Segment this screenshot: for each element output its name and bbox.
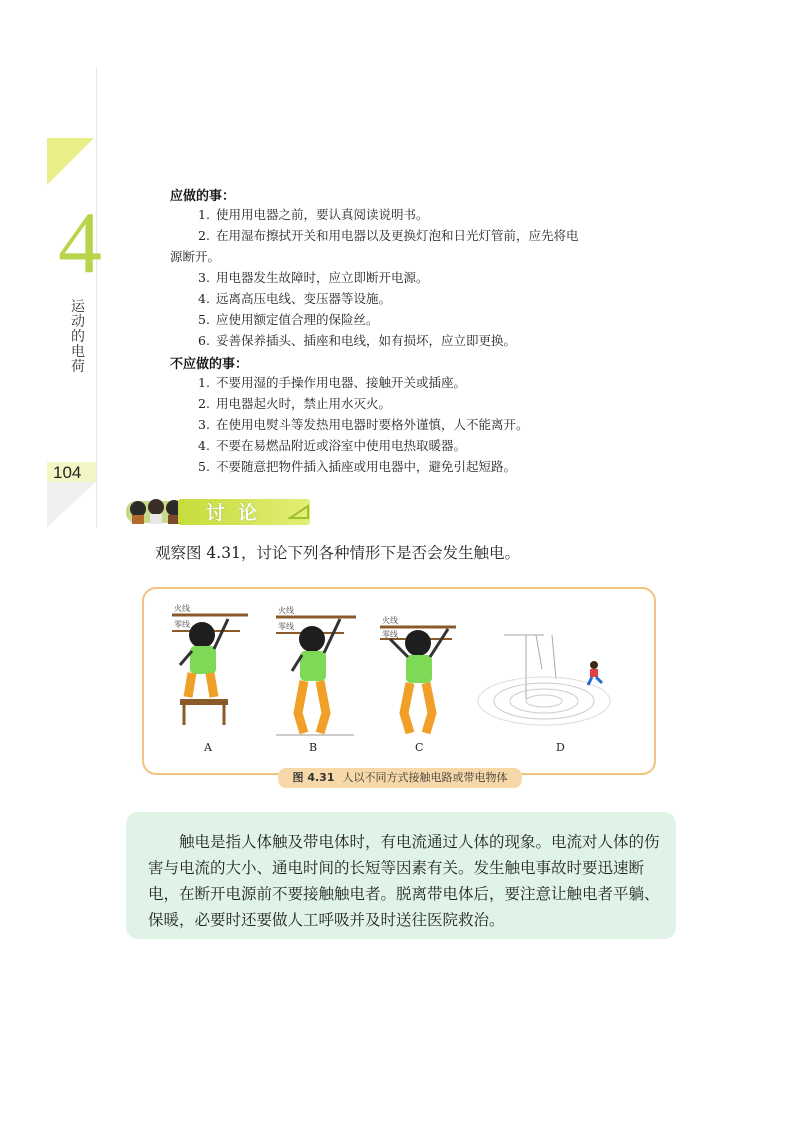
- list-item: 5. 不要随意把物件插入插座或用电器中，避免引起短路。: [198, 459, 516, 474]
- list-item-continuation: 源断开。: [170, 249, 221, 264]
- list-item: 3. 在使用电熨斗等发热用电器时要格外谨慎，人不能离开。: [198, 417, 529, 432]
- svg-text:火线: 火线: [174, 604, 190, 613]
- summary-text: 触电是指人体触及带电体时，有电流通过人体的现象。电流对人体的伤害与电流的大小、通电时间的长短等因素有关。发生触电事故时要迅速断电，在断开电源前不要接触触电者。脱离带电体后，要注意让触电者平躺、保暖，必要时还要做人工呼吸并及时送往医院救治。: [148, 833, 660, 929]
- svg-text:火线: 火线: [382, 616, 398, 625]
- list-item: 2. 用电器起火时，禁止用水灭火。: [198, 396, 391, 411]
- chapter-number: 4: [58, 195, 102, 292]
- figure-illustration: [144, 589, 654, 773]
- chapter-corner-decoration: [47, 138, 94, 185]
- svg-text:零线: 零线: [382, 630, 398, 639]
- list-item: 2. 在用湿布擦拭开关和用电器以及更换灯泡和日光灯管前，应先将电: [198, 228, 579, 243]
- list-item: 6. 妥善保养插头、插座和电线，如有损坏，应立即更换。: [198, 333, 516, 348]
- chapter-title: 运动的电荷: [71, 299, 85, 375]
- page-corner-decoration: [47, 482, 96, 527]
- svg-text:零线: 零线: [174, 620, 190, 629]
- list-item: 5. 应使用额定值合理的保险丝。: [198, 312, 379, 327]
- should-not-do-heading: 不应做的事：: [170, 357, 249, 372]
- margin-line: [96, 68, 97, 528]
- list-item: 3. 用电器发生故障时，应立即断开电源。: [198, 270, 429, 285]
- list-item: 1. 使用用电器之前，要认真阅读说明书。: [198, 207, 429, 222]
- panel-label-d: D: [556, 741, 565, 754]
- summary-box: [126, 812, 676, 939]
- svg-text:零线: 零线: [278, 622, 294, 631]
- list-item: 4. 不要在易燃品附近或浴室中使用电热取暖器。: [198, 438, 466, 453]
- panel-label-c: C: [415, 741, 424, 754]
- list-item: 4. 远离高压电线、变压器等设施。: [198, 291, 391, 306]
- discussion-label: 讨论: [206, 502, 271, 524]
- discussion-banner: [124, 493, 310, 528]
- figure-frame: [142, 587, 656, 775]
- figure-caption-text: 人以不同方式接触电路或带电物体: [342, 771, 508, 784]
- should-do-heading: 应做的事：: [170, 189, 236, 204]
- arrow-icon: [288, 504, 310, 520]
- list-item: 1. 不要用湿的手操作用电器、接触开关或插座。: [198, 375, 466, 390]
- svg-text:火线: 火线: [278, 606, 294, 615]
- figure-caption-number: 图 4.31: [292, 771, 335, 784]
- figure-caption: [278, 768, 522, 788]
- page-number: 104: [53, 463, 82, 482]
- panel-label-b: B: [309, 741, 318, 754]
- discussion-question: 观察图 4.31，讨论下列各种情形下是否会发生触电。: [155, 544, 520, 562]
- panel-label-a: A: [204, 741, 212, 754]
